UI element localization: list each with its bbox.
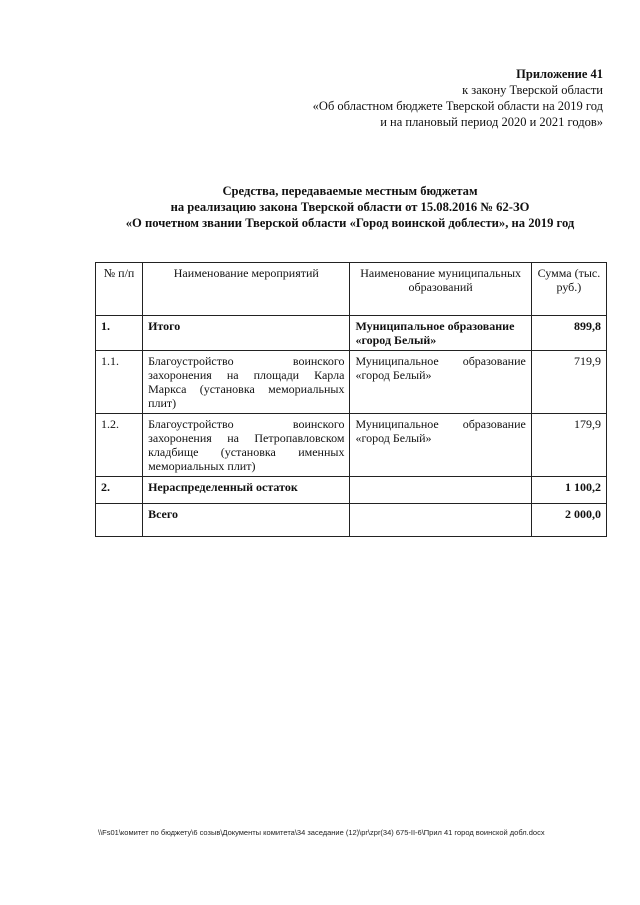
document-title [60, 183, 640, 231]
table-row [96, 504, 607, 537]
table-row [96, 316, 607, 351]
table-row [96, 351, 607, 414]
row-sum: 179,9 [531, 414, 606, 477]
appendix-line-1: к закону Тверской области [462, 83, 603, 97]
row-municipality: Муниципальное образование «город Белый» [350, 414, 531, 477]
appendix-header [313, 66, 603, 130]
row-sum: 2 000,0 [531, 504, 606, 537]
row-event: Благоустройство воинского захоронения на Петропавловском кладбище (установка именных мемориальных плит) [143, 414, 350, 477]
row-num: 1.2. [96, 414, 143, 477]
table-row [96, 477, 607, 504]
title-line-3: «О почетном звании Тверской области «Город воинской доблести», на 2019 год [125, 216, 575, 230]
row-num [96, 504, 143, 537]
row-num: 1. [96, 316, 143, 351]
row-municipality [350, 504, 531, 537]
row-municipality [350, 477, 531, 504]
row-event: Благоустройство воинского захоронения на площади Карла Маркса (установка мемориальных плит) [143, 351, 350, 414]
row-sum: 719,9 [531, 351, 606, 414]
row-event: Всего [143, 504, 350, 537]
row-event: Нераспределенный остаток [143, 477, 350, 504]
allocation-table [95, 262, 607, 537]
file-path-footer: \\Fs01\комитет по бюджету\6 созыв\Документы комитета\34 заседание (12)\pr\zpr(34) 675-II-6\Прил 41 город воинской добл.docx [98, 828, 545, 837]
appendix-line-3: и на плановый период 2020 и 2021 годов» [380, 115, 603, 129]
row-num: 1.1. [96, 351, 143, 414]
title-line-1: Средства, передаваемые местным бюджетам [222, 184, 478, 198]
appendix-line-2: «Об областном бюджете Тверской области на 2019 год [312, 99, 603, 113]
table-row [96, 414, 607, 477]
row-municipality: Муниципальное образование «город Белый» [350, 351, 531, 414]
header-num: № п/п [96, 263, 143, 316]
table-header-row [96, 263, 607, 316]
row-event: Итого [143, 316, 350, 351]
title-line-2: на реализацию закона Тверской области от 15.08.2016 № 62-ЗО [170, 200, 530, 214]
row-num: 2. [96, 477, 143, 504]
header-municipality: Наименование муниципальных образований [350, 263, 531, 316]
row-municipality: Муниципальное образование «город Белый» [350, 316, 531, 351]
row-sum: 899,8 [531, 316, 606, 351]
appendix-heading: Приложение 41 [516, 67, 603, 81]
header-event: Наименование мероприятий [143, 263, 350, 316]
header-sum: Сумма (тыс. руб.) [531, 263, 606, 316]
row-sum: 1 100,2 [531, 477, 606, 504]
